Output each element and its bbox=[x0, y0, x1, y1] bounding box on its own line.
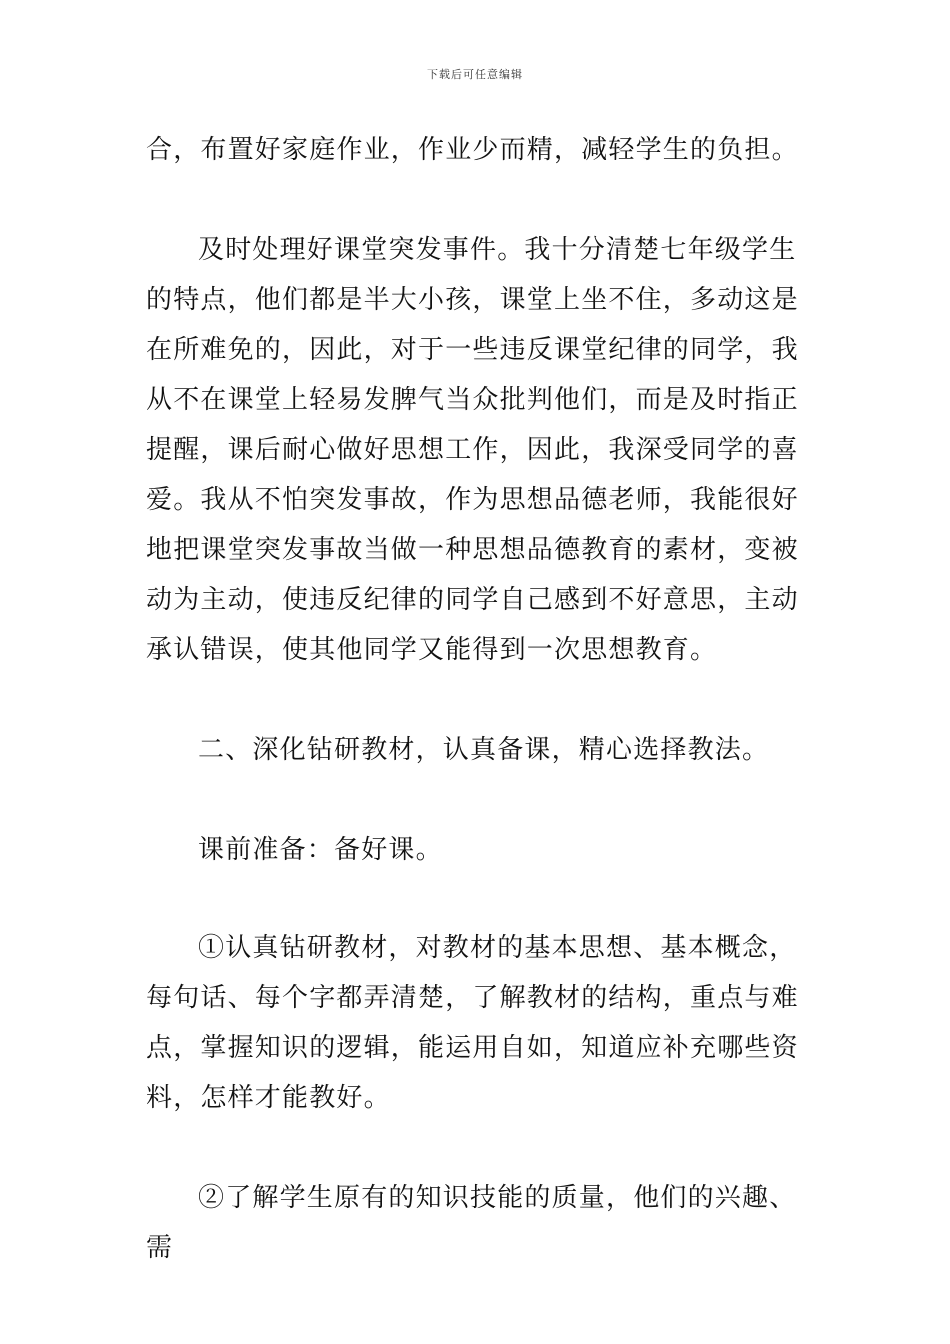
paragraph-2: 及时处理好课堂突发事件。我十分清楚七年级学生的特点，他们都是半大小孩，课堂上坐不住，多动这是在所难免的，因此，对于一些违反课堂纪律的同学，我从不在课堂上轻易发脾气当众批判他们，而是及时指正提醒，课后耐心做好思想工作，因此，我深受同学的喜爱。我从不怕突发事故，作为思想品德老师，我能很好地把课堂突发事故当做一种思想品德教育的素材，变被动为主动，使违反纪律的同学自己感到不好意思，主动承认错误，使其他同学又能得到一次思想教育。 bbox=[146, 235, 799, 665]
paragraph-1: 合，布置好家庭作业，作业少而精，减轻学生的负担。 bbox=[146, 135, 799, 165]
section-heading: 二、深化钻研教材，认真备课，精心选择教法。 bbox=[198, 735, 770, 765]
header-note: 下载后可任意编辑 bbox=[427, 68, 523, 81]
paragraph-prep: 课前准备：备好课。 bbox=[198, 835, 443, 865]
paragraph-item-1: ①认真钻研教材，对教材的基本思想、基本概念，每句话、每个字都弄清楚，了解教材的结构，重点与难点，掌握知识的逻辑，能运用自如，知道应补充哪些资料，怎样才能教好。 bbox=[146, 933, 799, 1113]
paragraph-item-2: ②了解学生原有的知识技能的质量，他们的兴趣、需 bbox=[146, 1183, 797, 1263]
